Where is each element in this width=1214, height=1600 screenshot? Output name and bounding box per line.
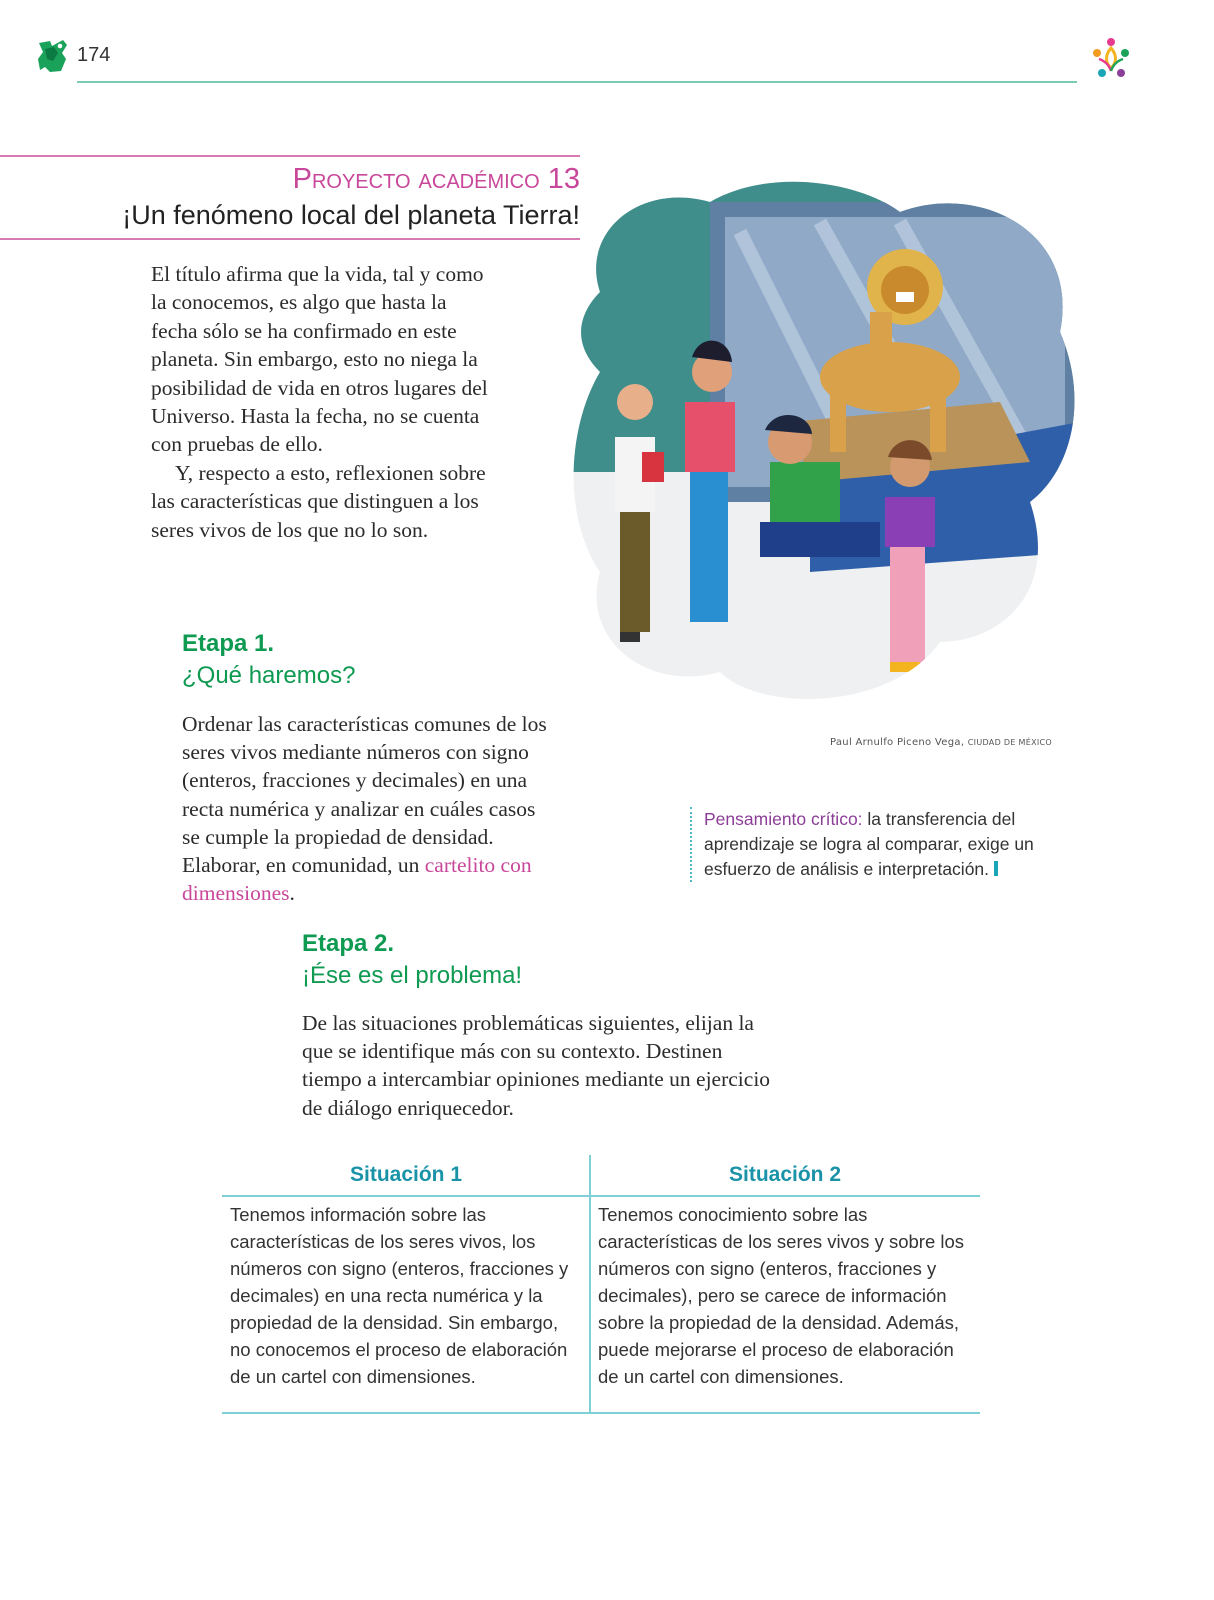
illustration-credit (830, 737, 1052, 748)
stage1-question: ¿Qué haremos? (182, 662, 356, 689)
title-bottom-rule (0, 238, 580, 240)
title-top-rule (0, 155, 580, 157)
project-label: Proyecto académico 13 (292, 163, 580, 195)
intro-paragraph: Y, respecto a esto, reflexionen sobre las características que distinguen a los seres vivos de los que no lo son. (151, 460, 486, 542)
stage2-label: Etapa 2. (302, 930, 395, 957)
situations-table (222, 1155, 980, 1415)
situation-1 (222, 1155, 590, 1390)
green-book-icon (36, 37, 70, 75)
museum-lion-illustration (560, 172, 1080, 717)
project-subtitle: ¡Un fenómeno local del planeta Tierra! (122, 200, 580, 230)
critical-thinking-note (690, 807, 1054, 882)
header-rule (77, 81, 1077, 83)
critical-thinking-text: la transferencia del aprendizaje se logra al comparar, exige un esfuerzo de análisis e interpretación. (704, 809, 1034, 879)
poster-term: cartelito con dimensiones (182, 853, 532, 906)
end-marker-icon (994, 861, 998, 876)
situation-2 (590, 1155, 980, 1390)
stage2-heading (302, 928, 522, 992)
intro-paragraph: El título afirma que la vida, tal y como la conocemos, es algo que hasta la fecha sólo se ha confirmado en este planeta. Sin embargo, esto no niega la posibilidad de vida en otros lugares del Universo. Hasta la fecha, no se cuenta con pruebas de ello. (151, 262, 488, 457)
stage1-end: . (289, 881, 295, 906)
stage1-heading (182, 628, 355, 692)
critical-thinking-label: Pensamiento crítico: (704, 809, 863, 829)
situation-1-title: Situación 1 (349, 1163, 463, 1186)
stage2-body: De las situaciones problemáticas siguientes, elijan la que se identifique más con su contexto. Destinen tiempo a intercambiar opiniones mediante un ejercicio de diálogo enriquecedor. (302, 1011, 771, 1120)
stage2-question: ¡Ése es el problema! (302, 962, 523, 989)
stage1-text: Ordenar las características comunes de los seres vivos mediante números con signo (enteros, fracciones y decimales) en una recta numérica y analizar en cuáles casos se cumple la propiedad de densidad. Elaborar, en comunidad, un (182, 712, 547, 878)
page-number: 174 (77, 44, 111, 66)
community-figures-icon (1085, 33, 1137, 85)
situation-2-text: Tenemos conocimiento sobre las características de los seres vivos y sobre los números con signo (enteros, fracciones y decimales), pero se carece de información sobre la propiedad de la densidad. Además, puede mejorarse el proceso de elaboración de un cartel con dimensiones. (598, 1204, 965, 1387)
situation-2-title: Situación 2 (728, 1163, 842, 1186)
situation-1-text: Tenemos información sobre las características de los seres vivos, los números con signo (enteros, fracciones y decimales) en una recta numérica y la propiedad de la densidad. Sin embargo, no conocemos el proceso de elaboración de un cartel con dimensiones. (230, 1204, 569, 1387)
table-bottom-rule (222, 1412, 980, 1414)
stage1-label: Etapa 1. (182, 630, 275, 657)
stage1-body (182, 710, 552, 907)
intro-text (151, 260, 491, 544)
credit-place: CIUDAD DE MÉXICO (967, 738, 1053, 747)
credit-name: Paul Arnulfo Piceno Vega, (830, 737, 965, 748)
